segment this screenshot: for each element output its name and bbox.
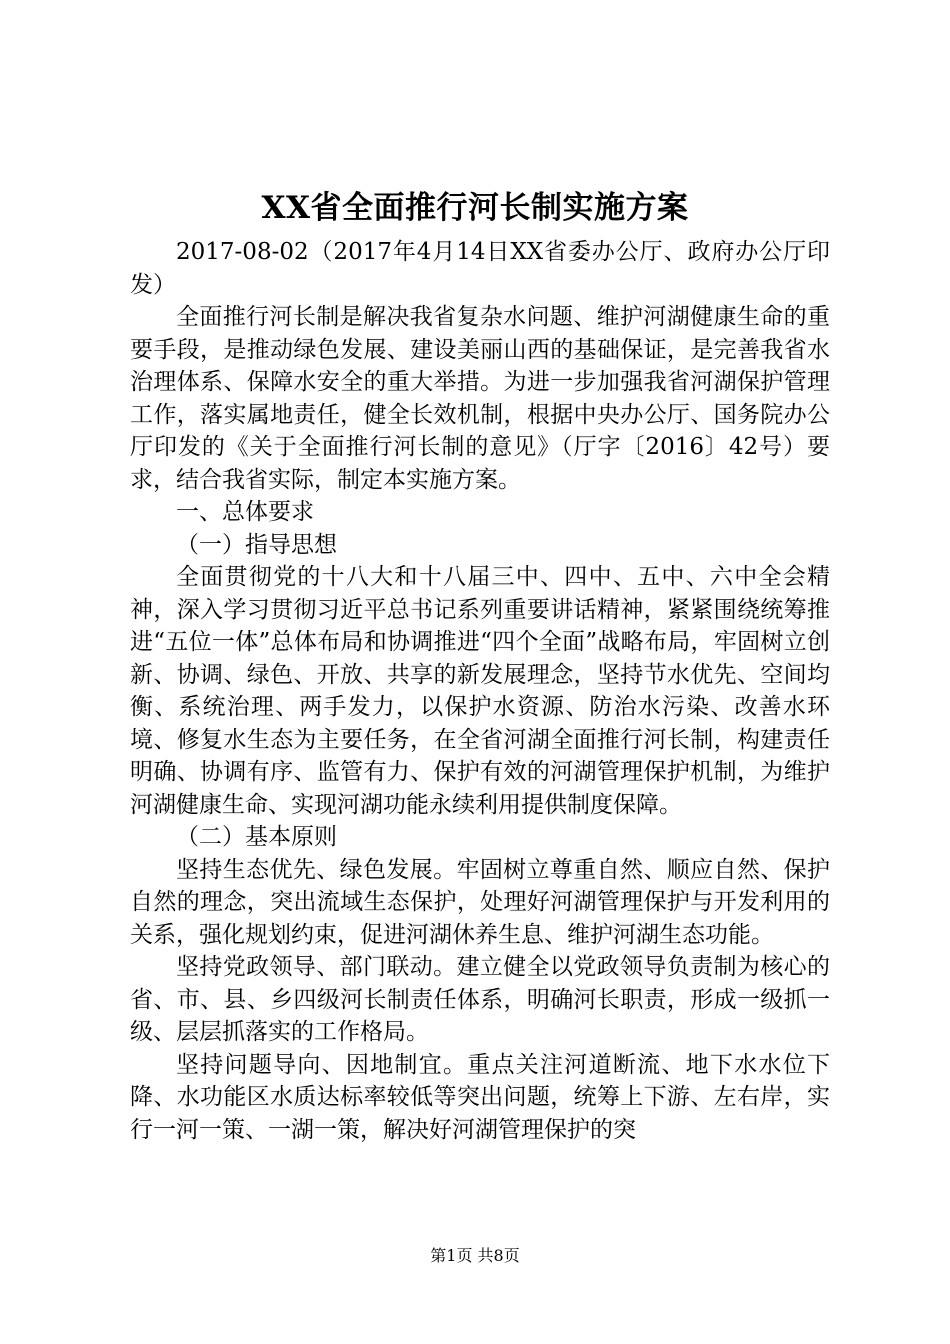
paragraph-principle-problem-oriented: 坚持问题导向、因地制宜。重点关注河道断流、地下水水位下降、水功能区水质达标率较低等突出问题，统筹上下游、左右岸，实行一河一策、一湖一策，解决好河湖管理保护的突	[130, 1051, 830, 1143]
paragraph-principle-leadership: 坚持党政领导、部门联动。建立健全以党政领导负责制为核心的省、市、县、乡四级河长制责任体系，明确河长职责，形成一级抓一级、层层抓落实的工作格局。	[130, 954, 830, 1045]
page-number-footer: 第1页 共8页	[430, 1246, 520, 1265]
subsection-heading-guiding-ideology: （一）指导思想	[176, 531, 337, 558]
paragraph-date-issuance: 2017-08-02（2017年4月14日XX省委办公厅、政府办公厅印发）	[130, 239, 830, 298]
subsection-heading-basic-principles: （二）基本原则	[176, 824, 337, 850]
paragraph-principle-ecology: 坚持生态优先、绿色发展。牢固树立尊重自然、顺应自然、保护自然的理念，突出流域生态保护，处理好河湖管理保护与开发利用的关系，强化规划约束，促进河湖休养生息、维护河湖生态功能。	[130, 856, 830, 948]
section-heading-general-requirements: 一、总体要求	[176, 499, 314, 525]
document-title: XX省全面推行河长制实施方案	[261, 190, 689, 226]
document-body	[130, 236, 830, 1146]
paragraph-intro: 全面推行河长制是解决我省复杂水问题、维护河湖健康生命的重要手段，是推动绿色发展、建设美丽山西的基础保证，是完善我省水治理体系、保障水安全的重大举措。为进一步加强我省河湖保护管理工作，落实属地责任，健全长效机制，根据中央办公厅、国务院办公厅印发的《关于全面推行河长制的意见》（厅字〔2016〕42号）要求，结合我省实际，制定本实施方案。	[130, 304, 830, 493]
paragraph-guiding-ideology: 全面贯彻党的十八大和十八届三中、四中、五中、六中全会精神，深入学习贯彻习近平总书记系列重要讲话精神，紧紧围绕统筹推进“五位一体”总体布局和协调推进“四个全面”战略布局，牢固树立创新、协调、绿色、开放、共享的新发展理念，坚持节水优先、空间均衡、系统治理、两手发力，以保护水资源、防治水污染、改善水环境、修复水生态为主要任务，在全省河湖全面推行河长制，构建责任明确、协调有序、监管有力、保护有效的河湖管理保护机制，为维护河湖健康生命、实现河湖功能永续利用提供制度保障。	[130, 564, 830, 818]
